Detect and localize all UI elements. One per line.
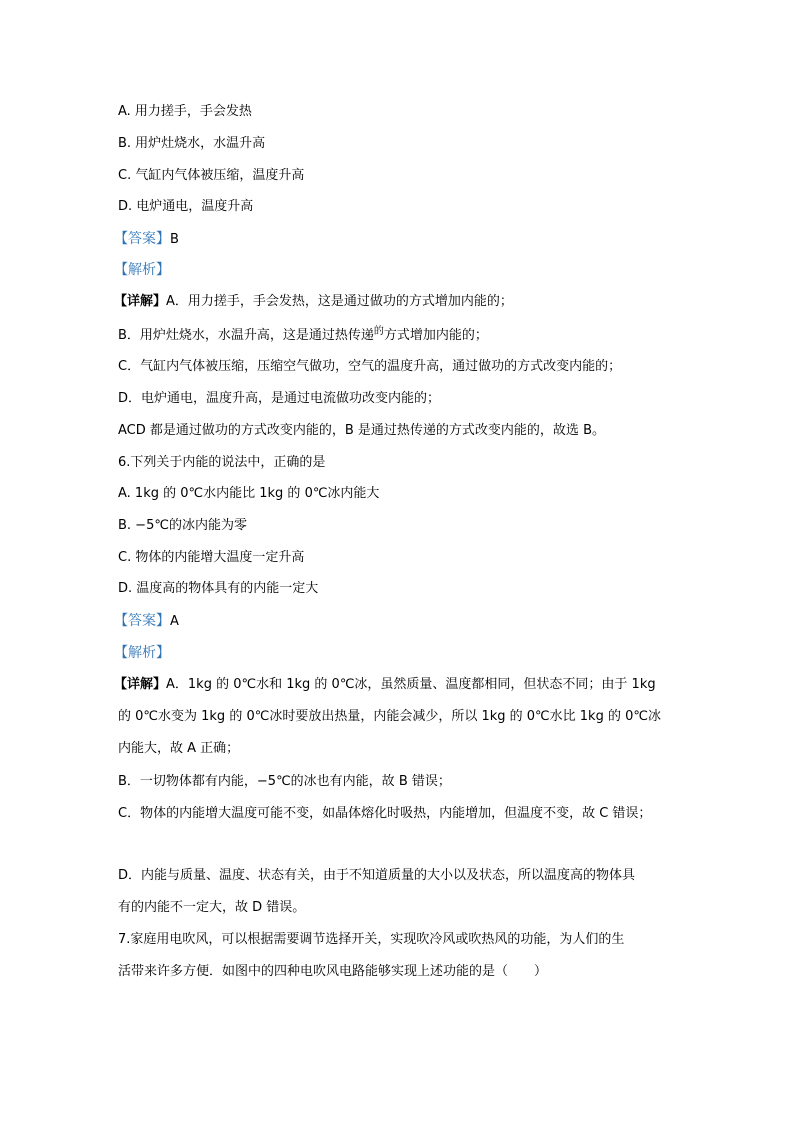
q5-detail-a [114, 294, 513, 310]
q5-conclusion: ACD 都是通过做功的方式改变内能的，B 是通过热传递的方式改变内能的，故选 B。 [118, 423, 605, 438]
q6-stem: 6.下列关于内能的说法中，正确的是 [118, 455, 326, 470]
detail-text-superscript: 的 [373, 326, 384, 337]
detail-text: B．用炉灶烧水，水温升高，这是通过热传递 [118, 328, 374, 343]
detail-tag: 【详解】 [114, 677, 167, 692]
q5-detail-c: C．气缸内气体被压缩，压缩空气做功，空气的温度升高，通过做功的方式改变内能的； [118, 359, 622, 374]
analysis-tag: 【解析】 [114, 262, 170, 278]
q5-option-d: D. 电炉通电，温度升高 [118, 199, 254, 214]
q5-option-b: B. 用炉灶烧水，水温升高 [118, 136, 266, 151]
answer-value: B [170, 232, 179, 247]
q6-option-d: D. 温度高的物体具有的内能一定大 [118, 581, 319, 596]
q5-option-c: C. 气缸内气体被压缩，温度升高 [118, 168, 305, 183]
q7-stem-line2: 活带来许多方便．如图中的四种电吹风电路能够实现上述功能的是（ ） [118, 964, 548, 979]
q6-analysis-heading [114, 645, 170, 662]
q6-option-a: A. 1kg 的 0℃水内能比 1kg 的 0℃冰内能大 [118, 486, 380, 501]
detail-text: A．用力搓手，手会发热，这是通过做功的方式增加内能的； [166, 294, 513, 309]
q6-detail-b: B．一切物体都有内能，−5℃的冰也有内能，故 B 错误； [118, 774, 451, 789]
q6-detail-d-line1: D．内能与质量、温度、状态有关，由于不知道质量的大小以及状态，所以温度高的物体具 [118, 868, 636, 883]
q6-option-c: C. 物体的内能增大温度一定升高 [118, 550, 305, 565]
q6-detail-a-line1 [114, 677, 656, 693]
q6-answer [114, 613, 179, 630]
q5-option-a: A. 用力搓手，手会发热 [118, 104, 252, 119]
q6-detail-a-line3: 内能大，故 A 正确； [118, 741, 240, 756]
detail-text: 方式增加内能的； [383, 328, 488, 343]
q6-detail-d-line2: 有的内能不一定大，故 D 错误。 [118, 900, 306, 915]
q5-answer [114, 231, 179, 248]
q5-detail-d: D．电炉通电，温度升高，是通过电流做功改变内能的； [118, 391, 441, 406]
q6-detail-c: C．物体的内能增大温度可能不变，如晶体熔化时吸热，内能增加，但温度不变，故 C 错误； [118, 806, 652, 821]
detail-tag: 【详解】 [114, 294, 167, 309]
q5-analysis-heading [114, 262, 170, 279]
q6-option-b: B. −5℃的冰内能为零 [118, 518, 247, 533]
answer-tag: 【答案】 [114, 613, 170, 629]
answer-tag: 【答案】 [114, 231, 170, 247]
analysis-tag: 【解析】 [114, 645, 170, 661]
q5-detail-b [118, 328, 488, 345]
answer-value: A [170, 614, 179, 629]
detail-text: A．1kg 的 0℃水和 1kg 的 0℃冰，虽然质量、温度都相同，但状态不同；由于 1kg [166, 677, 656, 692]
q6-detail-a-line2: 的 0℃水变为 1kg 的 0℃冰时要放出热量，内能会减少，所以 1kg 的 0℃水比 1kg 的 0℃冰 [118, 709, 661, 724]
q7-stem-line1: 7.家庭用电吹风，可以根据需要调节选择开关，实现吹冷风或吹热风的功能，为人们的生 [118, 932, 625, 947]
